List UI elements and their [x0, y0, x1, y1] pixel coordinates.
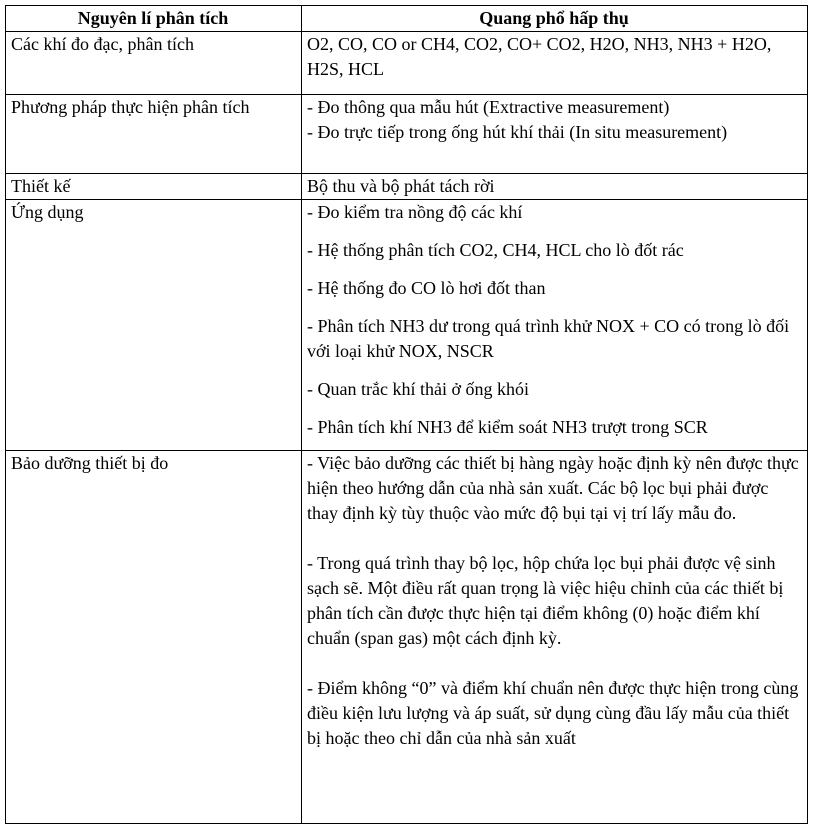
row-value-gases — [302, 32, 808, 95]
row-label-applications: Ứng dụng — [6, 200, 302, 451]
application-item: - Quan trắc khí thải ở ống khói — [307, 379, 529, 399]
table-row — [6, 32, 808, 95]
table-row — [6, 451, 808, 824]
maintenance-paragraph: - Việc bảo dưỡng các thiết bị hàng ngày hoặc định kỳ nên được thực hiện theo hướng dẫn của nhà sản xuất. Các bộ lọc bụi phải được thay định kỳ tùy thuộc vào mức độ bụi tại vị trí lấy mẫu đo. — [307, 453, 799, 523]
row-value-maintenance — [302, 451, 808, 824]
application-item: - Hệ thống phân tích CO2, CH4, HCL cho lò đốt rác — [307, 240, 684, 260]
application-item: - Hệ thống đo CO lò hơi đốt than — [307, 278, 546, 298]
table-row — [6, 200, 808, 451]
row-label-gases: Các khí đo đạc, phân tích — [6, 32, 302, 95]
application-item: - Đo kiểm tra nồng độ các khí — [307, 202, 523, 222]
row-label-maintenance: Bảo dưỡng thiết bị đo — [6, 451, 302, 824]
spec-table — [5, 5, 808, 824]
table-row — [6, 95, 808, 174]
maintenance-paragraph: - Điểm không “0” và điểm khí chuẩn nên được thực hiện trong cùng điều kiện lưu lượng và áp suất, sử dụng cùng đầu lấy mẫu của thiết bị hoặc theo chỉ dẫn của nhà sản xuất — [307, 678, 799, 748]
table-row — [6, 174, 808, 200]
row-value-method — [302, 95, 808, 174]
maintenance-paragraph: - Trong quá trình thay bộ lọc, hộp chứa lọc bụi phải được vệ sinh sạch sẽ. Một điều rất quan trọng là việc hiệu chỉnh của các thiết bị phân tích cần được thực hiện tại điểm không (0) hoặc điểm khí chuẩn (span gas) một cách định kỳ. — [307, 553, 784, 648]
table-header-row — [6, 6, 808, 32]
header-principle: Nguyên lí phân tích — [6, 6, 302, 32]
method-in-situ: - Đo trực tiếp trong ống hút khí thải (In situ measurement) — [307, 122, 728, 142]
row-value-applications — [302, 200, 808, 451]
gas-list: O2, CO, CO or CH4, CO2, CO+ CO2, H2O, NH3, NH3 + H2O, H2S, HCL — [307, 34, 772, 79]
row-value-design — [302, 174, 808, 200]
application-item: - Phân tích NH3 dư trong quá trình khử NOX + CO có trong lò đối với loại khử NOX, NSCR — [307, 316, 790, 361]
row-label-design: Thiết kế — [6, 174, 302, 200]
method-extractive: - Đo thông qua mẫu hút (Extractive measurement) — [307, 97, 670, 117]
row-label-method: Phương pháp thực hiện phân tích — [6, 95, 302, 174]
header-absorption-spectroscopy: Quang phổ hấp thụ — [302, 6, 808, 32]
application-item: - Phân tích khí NH3 để kiểm soát NH3 trượt trong SCR — [307, 417, 708, 437]
design-text: Bộ thu và bộ phát tách rời — [307, 176, 495, 196]
